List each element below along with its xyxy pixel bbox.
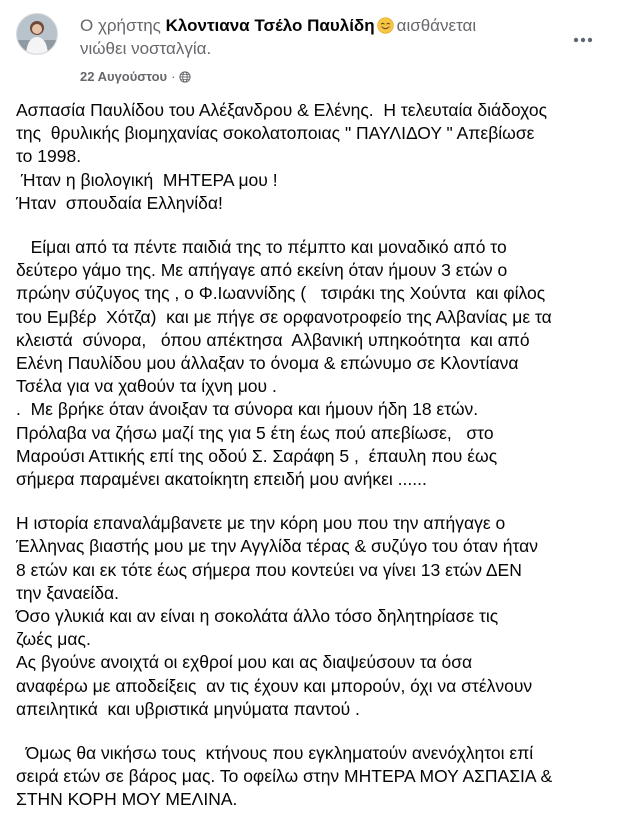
text-line: απειλητικά και υβριστικά μηνύματα παντού . bbox=[16, 698, 360, 719]
text-line: σήμερα παραμένει ακατοίκητη επειδή μου ανήκει ...... bbox=[16, 469, 427, 490]
post-date[interactable]: 22 Αυγούστου bbox=[80, 69, 168, 84]
post-header bbox=[16, 10, 601, 90]
text-line: του Εμβέρ Χότζα) και με πήγε σε ορφανοτροφείο της Αλβανίας με τα bbox=[16, 306, 552, 327]
text-line: Η ιστορία επαναλάμβανετε με την κόρη μου που την απήγαγε ο bbox=[16, 513, 506, 534]
text-line: Πρόλαβα να ζήσω μαζί της για 5 έτη έως πού απεβίωσε, στο bbox=[16, 422, 494, 443]
more-options-icon bbox=[573, 37, 593, 43]
text-line: Όμως θα νικήσω τους κτήνους που εγκληματούν ανενόχλητοι επί bbox=[16, 743, 534, 764]
globe-icon[interactable] bbox=[179, 71, 191, 83]
text-line: Μαρούσι Αττικής επί της οδού Σ. Σαράφη 5 , έπαυλη που έως bbox=[16, 445, 498, 466]
text-line: την ξαναείδα. bbox=[16, 582, 120, 603]
feeling-text: νιώθει νοσταλγία. bbox=[80, 39, 212, 58]
text-line: Ήταν σπουδαία Ελληνίδα! bbox=[16, 192, 223, 213]
text-line: ζωές μας. bbox=[16, 629, 91, 650]
post-paragraph-1 bbox=[16, 99, 606, 215]
text-line: 8 ετών και εκ τότε έως σήμερα που κοντεύει να γίνει 13 ετών ΔΕΝ bbox=[16, 559, 522, 580]
text-line: Τσέλα για να χαθούν τα ίχνη μου . bbox=[16, 376, 277, 397]
text-line: . Με βρήκε όταν άνοιξαν τα σύνορα και ήμουν ήδη 18 ετών. bbox=[16, 399, 479, 420]
text-line: Έλληνας βιαστής μου με την Αγγλίδα τέρας & συζύγο του όταν ήταν bbox=[16, 536, 539, 557]
text-line: ΣΤΗΝ ΚΟΡΗ ΜΟΥ ΜΕΛΙΝΑ. bbox=[16, 789, 238, 810]
post-paragraph-3 bbox=[16, 512, 606, 721]
text-line: Ήταν η βιολογική ΜΗΤΕΡΑ μου ! bbox=[16, 169, 278, 190]
avatar[interactable] bbox=[16, 13, 58, 55]
text-line: της θρυλικής βιομηχανίας σοκολατοποιας " ΠΑΥΛΙΔΟΥ " Απεβίωσε bbox=[16, 123, 535, 144]
text-line: Ας βγούνε ανοιχτά οι εχθροί μου και ας διαψεύσουν τα όσα bbox=[16, 652, 473, 673]
smiling-face-emoji-icon bbox=[377, 17, 394, 34]
text-line: Ασπασία Παυλίδου του Αλέξανδρου & Ελένης. Η τελευταία διάδοχος bbox=[16, 100, 548, 120]
post-header-text bbox=[80, 14, 550, 60]
text-line: αναφέρω με αποδείξεις αν τις έχουν και μπορούν, όχι να στέλνουν bbox=[16, 675, 533, 696]
avatar-photo bbox=[17, 14, 57, 54]
text-line: πρώην σύζυγος της , ο Φ.Ιωαννίδης ( τσιράκι της Χούντα και φίλος bbox=[16, 283, 546, 304]
text-line: δεύτερο γάμο της. Με απήγαγε από εκείνη όταν ήμουν 3 ετών ο bbox=[16, 260, 508, 281]
text-line: Είμαι από τα πέντε παιδιά της το πέμπτο και μοναδικό από το bbox=[16, 237, 507, 258]
text-line: το 1998. bbox=[16, 146, 82, 167]
text-line: Ελένη Παυλίδου μου άλλαξαν το όνομα & επώνυμο σε Κλοντίανα bbox=[16, 353, 519, 374]
more-options-button[interactable] bbox=[565, 22, 601, 58]
text-line: κλειστά σύνορα, όπου απέκτησα Αλβανική υπηκοότητα και από bbox=[16, 329, 530, 350]
text-line: Όσο γλυκιά και αν είναι η σοκολάτα άλλο τόσο δηλητηρίασε τις bbox=[16, 606, 499, 627]
text-line: σειρά ετών σε βάρος μας. Το οφείλω στην ΜΗΤΕΡΑ ΜΟΥ ΑΣΠΑΣΙΑ & bbox=[16, 766, 553, 787]
post-meta bbox=[80, 69, 191, 85]
post-paragraph-4 bbox=[16, 742, 606, 812]
header-prefix: Ο χρήστης bbox=[80, 16, 161, 35]
author-name[interactable]: Κλοντιανα Τσέλο Παυλίδη bbox=[165, 16, 375, 35]
meta-separator: · bbox=[171, 69, 176, 84]
post-body bbox=[16, 99, 606, 833]
post-paragraph-2 bbox=[16, 236, 606, 491]
feeling-verb: αισθάνεται bbox=[396, 16, 477, 35]
